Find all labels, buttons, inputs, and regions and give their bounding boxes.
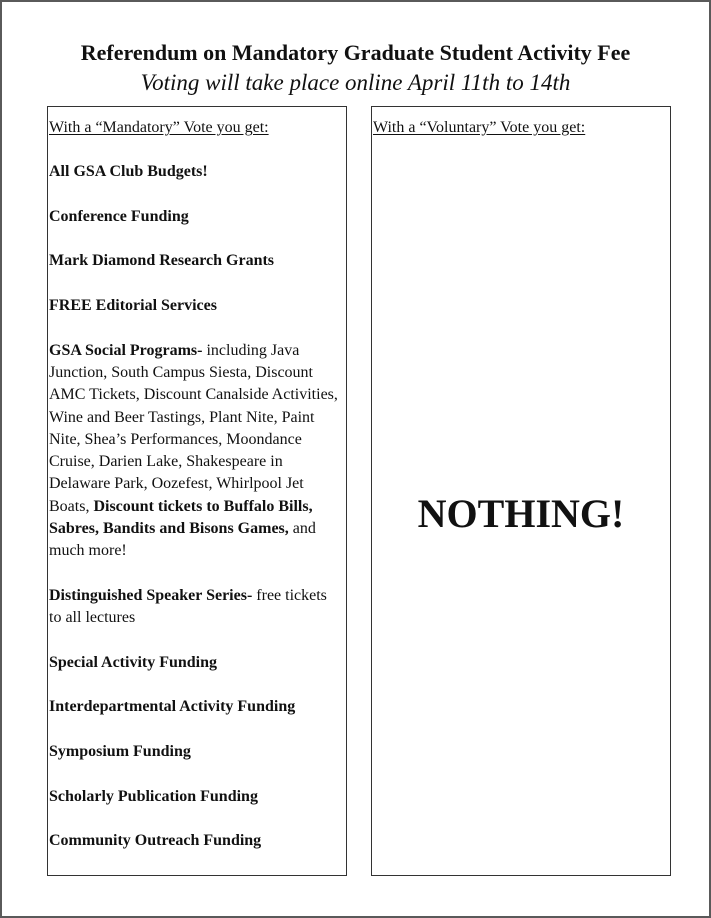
benefit-description-end: and much more!	[49, 520, 316, 560]
voluntary-result: NOTHING!	[417, 491, 625, 536]
benefit-item	[48, 161, 346, 183]
benefit-description: including Java Junction, South Campus Siesta, Discount AMC Tickets, Discount Canalside Activities, Wine and Beer Tastings, Plant Nite, Paint Nite, Shea’s Performances, Moondance Cruise, Darien Lake, Shakespeare in Delaware Park, Oozefest, Whirlpool Jet Boats,	[49, 341, 338, 515]
benefit-title: Symposium Funding	[49, 743, 191, 761]
document-title: Referendum on Mandatory Graduate Student Activity Fee	[80, 40, 631, 65]
benefit-item	[48, 830, 346, 852]
voluntary-column	[371, 106, 671, 876]
benefit-title: GSA Social Programs-	[49, 341, 203, 359]
benefit-highlight: Discount tickets to Buffalo Bills, Sabres, Bandits and Bisons Games,	[49, 497, 313, 538]
benefit-item	[48, 741, 346, 763]
benefit-title: Special Activity Funding	[49, 653, 218, 671]
benefit-item	[48, 786, 346, 808]
benefit-description: free tickets to all lectures	[49, 586, 327, 627]
voluntary-header: With a “Voluntary” Vote you get:	[373, 119, 586, 136]
benefit-item-speaker-series	[48, 585, 346, 630]
benefit-item	[48, 652, 346, 674]
benefit-title: Scholarly Publication Funding	[49, 787, 258, 805]
benefit-title: All GSA Club Budgets!	[49, 163, 208, 181]
mandatory-benefit-list	[48, 161, 346, 852]
benefit-item	[48, 250, 346, 272]
mandatory-header: With a “Mandatory” Vote you get:	[49, 119, 269, 136]
benefit-title: Conference Funding	[49, 207, 189, 225]
mandatory-column	[47, 106, 347, 876]
benefit-item-social-programs	[48, 340, 346, 563]
benefit-item	[48, 295, 346, 317]
benefit-title: Interdepartmental Activity Funding	[49, 698, 296, 716]
benefit-title: Mark Diamond Research Grants	[49, 252, 275, 270]
document-subtitle: Voting will take place online April 11th to 14th	[140, 70, 571, 95]
benefit-item	[48, 206, 346, 228]
benefit-title: Community Outreach Funding	[49, 832, 262, 850]
benefit-item	[48, 696, 346, 718]
benefit-title: Distinguished Speaker Series-	[49, 586, 253, 604]
benefit-title: FREE Editorial Services	[49, 297, 217, 315]
